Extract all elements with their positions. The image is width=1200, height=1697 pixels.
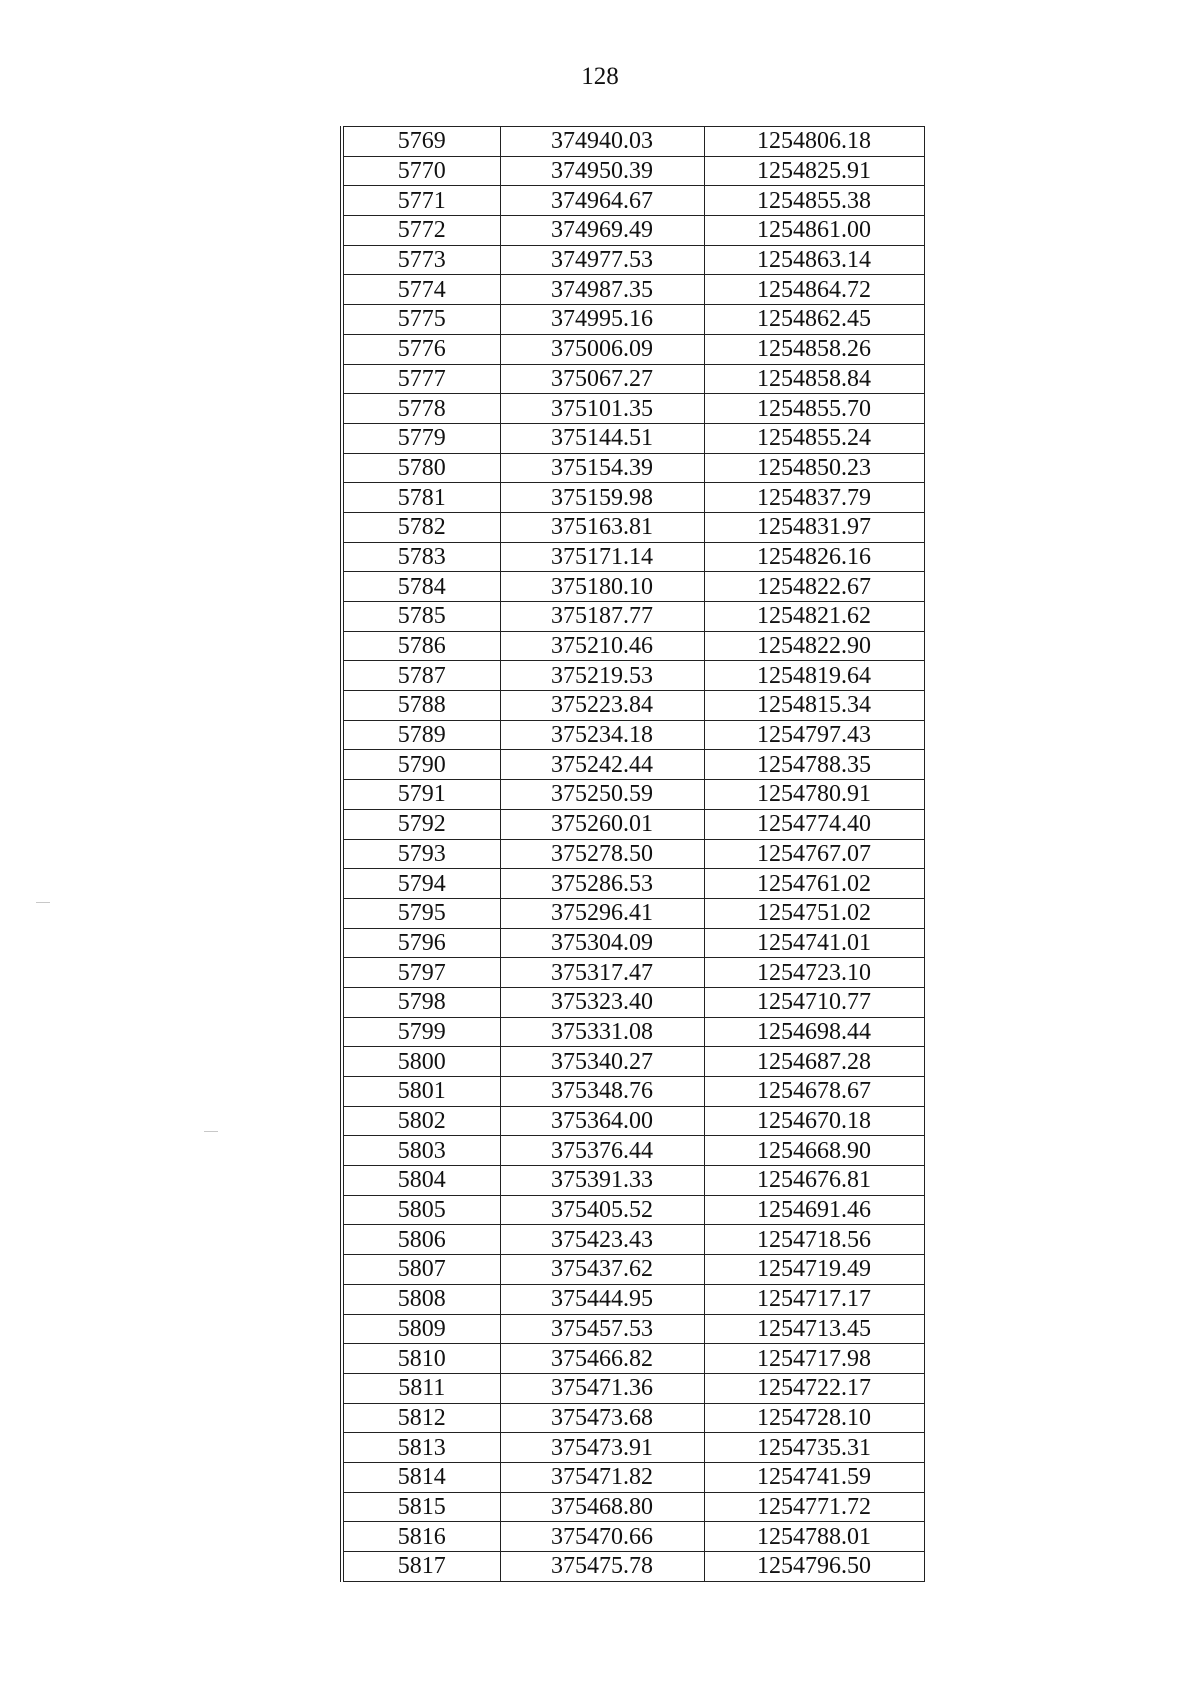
table-row bbox=[342, 334, 924, 364]
x-coordinate-cell: 375144.51 bbox=[500, 423, 704, 453]
y-coordinate-cell: 1254864.72 bbox=[704, 275, 924, 305]
y-coordinate-cell: 1254826.16 bbox=[704, 542, 924, 572]
table-row bbox=[342, 453, 924, 483]
point-number-cell: 5817 bbox=[342, 1552, 500, 1582]
point-number-cell: 5791 bbox=[342, 780, 500, 810]
table-row bbox=[342, 1225, 924, 1255]
point-number-cell: 5803 bbox=[342, 1136, 500, 1166]
x-coordinate-cell: 375457.53 bbox=[500, 1314, 704, 1344]
point-number-cell: 5808 bbox=[342, 1284, 500, 1314]
y-coordinate-cell: 1254855.24 bbox=[704, 423, 924, 453]
x-coordinate-cell: 375006.09 bbox=[500, 334, 704, 364]
y-coordinate-cell: 1254822.90 bbox=[704, 631, 924, 661]
table-row bbox=[342, 839, 924, 869]
point-number-cell: 5783 bbox=[342, 542, 500, 572]
x-coordinate-cell: 375154.39 bbox=[500, 453, 704, 483]
point-number-cell: 5801 bbox=[342, 1077, 500, 1107]
y-coordinate-cell: 1254710.77 bbox=[704, 987, 924, 1017]
x-coordinate-cell: 375234.18 bbox=[500, 720, 704, 750]
table-row bbox=[342, 809, 924, 839]
x-coordinate-cell: 374964.67 bbox=[500, 186, 704, 216]
x-coordinate-cell: 375101.35 bbox=[500, 394, 704, 424]
y-coordinate-cell: 1254855.70 bbox=[704, 394, 924, 424]
table-row bbox=[342, 661, 924, 691]
y-coordinate-cell: 1254850.23 bbox=[704, 453, 924, 483]
point-number-cell: 5784 bbox=[342, 572, 500, 602]
table-row bbox=[342, 928, 924, 958]
x-coordinate-cell: 375471.82 bbox=[500, 1462, 704, 1492]
table-row bbox=[342, 869, 924, 899]
point-number-cell: 5802 bbox=[342, 1106, 500, 1136]
margin-mark bbox=[36, 902, 50, 903]
x-coordinate-cell: 375286.53 bbox=[500, 869, 704, 899]
table-row bbox=[342, 127, 924, 157]
point-number-cell: 5769 bbox=[342, 127, 500, 157]
y-coordinate-cell: 1254717.17 bbox=[704, 1284, 924, 1314]
x-coordinate-cell: 375466.82 bbox=[500, 1344, 704, 1374]
x-coordinate-cell: 375423.43 bbox=[500, 1225, 704, 1255]
point-number-cell: 5814 bbox=[342, 1462, 500, 1492]
table-row bbox=[342, 691, 924, 721]
table-row bbox=[342, 186, 924, 216]
table-row bbox=[342, 512, 924, 542]
x-coordinate-cell: 374995.16 bbox=[500, 305, 704, 335]
point-number-cell: 5797 bbox=[342, 958, 500, 988]
x-coordinate-cell: 375323.40 bbox=[500, 987, 704, 1017]
margin-mark bbox=[204, 1131, 218, 1132]
table-row bbox=[342, 275, 924, 305]
point-number-cell: 5815 bbox=[342, 1492, 500, 1522]
point-number-cell: 5800 bbox=[342, 1047, 500, 1077]
x-coordinate-cell: 375067.27 bbox=[500, 364, 704, 394]
x-coordinate-cell: 375391.33 bbox=[500, 1166, 704, 1196]
point-number-cell: 5775 bbox=[342, 305, 500, 335]
table-row bbox=[342, 958, 924, 988]
table-row bbox=[342, 1047, 924, 1077]
table-row bbox=[342, 1373, 924, 1403]
table-row bbox=[342, 1106, 924, 1136]
table-row bbox=[342, 1166, 924, 1196]
x-coordinate-cell: 375242.44 bbox=[500, 750, 704, 780]
table-row bbox=[342, 1403, 924, 1433]
table-row bbox=[342, 1492, 924, 1522]
x-coordinate-cell: 375171.14 bbox=[500, 542, 704, 572]
point-number-cell: 5770 bbox=[342, 156, 500, 186]
page-number: 128 bbox=[581, 63, 619, 90]
y-coordinate-cell: 1254723.10 bbox=[704, 958, 924, 988]
point-number-cell: 5778 bbox=[342, 394, 500, 424]
y-coordinate-cell: 1254741.59 bbox=[704, 1462, 924, 1492]
table-row bbox=[342, 1462, 924, 1492]
x-coordinate-cell: 375278.50 bbox=[500, 839, 704, 869]
x-coordinate-cell: 374940.03 bbox=[500, 127, 704, 157]
x-coordinate-cell: 375468.80 bbox=[500, 1492, 704, 1522]
point-number-cell: 5772 bbox=[342, 216, 500, 246]
y-coordinate-cell: 1254698.44 bbox=[704, 1017, 924, 1047]
point-number-cell: 5777 bbox=[342, 364, 500, 394]
x-coordinate-cell: 375163.81 bbox=[500, 512, 704, 542]
point-number-cell: 5805 bbox=[342, 1195, 500, 1225]
x-coordinate-cell: 375405.52 bbox=[500, 1195, 704, 1225]
x-coordinate-cell: 375348.76 bbox=[500, 1077, 704, 1107]
point-number-cell: 5771 bbox=[342, 186, 500, 216]
y-coordinate-cell: 1254780.91 bbox=[704, 780, 924, 810]
point-number-cell: 5776 bbox=[342, 334, 500, 364]
point-number-cell: 5785 bbox=[342, 602, 500, 632]
point-number-cell: 5799 bbox=[342, 1017, 500, 1047]
table-row bbox=[342, 720, 924, 750]
point-number-cell: 5798 bbox=[342, 987, 500, 1017]
point-number-cell: 5796 bbox=[342, 928, 500, 958]
y-coordinate-cell: 1254815.34 bbox=[704, 691, 924, 721]
table-row bbox=[342, 987, 924, 1017]
table-row bbox=[342, 1433, 924, 1463]
point-number-cell: 5782 bbox=[342, 512, 500, 542]
x-coordinate-cell: 375219.53 bbox=[500, 661, 704, 691]
y-coordinate-cell: 1254717.98 bbox=[704, 1344, 924, 1374]
y-coordinate-cell: 1254713.45 bbox=[704, 1314, 924, 1344]
x-coordinate-cell: 375317.47 bbox=[500, 958, 704, 988]
x-coordinate-cell: 375475.78 bbox=[500, 1552, 704, 1582]
table-row bbox=[342, 423, 924, 453]
y-coordinate-cell: 1254831.97 bbox=[704, 512, 924, 542]
x-coordinate-cell: 375437.62 bbox=[500, 1255, 704, 1285]
y-coordinate-cell: 1254855.38 bbox=[704, 186, 924, 216]
point-number-cell: 5780 bbox=[342, 453, 500, 483]
table-row bbox=[342, 305, 924, 335]
point-number-cell: 5811 bbox=[342, 1373, 500, 1403]
table-row bbox=[342, 1255, 924, 1285]
x-coordinate-cell: 375364.00 bbox=[500, 1106, 704, 1136]
x-coordinate-cell: 374969.49 bbox=[500, 216, 704, 246]
point-number-cell: 5804 bbox=[342, 1166, 500, 1196]
point-number-cell: 5813 bbox=[342, 1433, 500, 1463]
y-coordinate-cell: 1254858.26 bbox=[704, 334, 924, 364]
x-coordinate-cell: 375223.84 bbox=[500, 691, 704, 721]
x-coordinate-cell: 375304.09 bbox=[500, 928, 704, 958]
table-row bbox=[342, 1017, 924, 1047]
table-row bbox=[342, 1136, 924, 1166]
point-number-cell: 5795 bbox=[342, 898, 500, 928]
y-coordinate-cell: 1254722.17 bbox=[704, 1373, 924, 1403]
y-coordinate-cell: 1254862.45 bbox=[704, 305, 924, 335]
x-coordinate-cell: 375473.68 bbox=[500, 1403, 704, 1433]
y-coordinate-cell: 1254687.28 bbox=[704, 1047, 924, 1077]
y-coordinate-cell: 1254670.18 bbox=[704, 1106, 924, 1136]
x-coordinate-cell: 375444.95 bbox=[500, 1284, 704, 1314]
x-coordinate-cell: 374987.35 bbox=[500, 275, 704, 305]
y-coordinate-cell: 1254728.10 bbox=[704, 1403, 924, 1433]
point-number-cell: 5789 bbox=[342, 720, 500, 750]
y-coordinate-cell: 1254718.56 bbox=[704, 1225, 924, 1255]
x-coordinate-cell: 375296.41 bbox=[500, 898, 704, 928]
point-number-cell: 5806 bbox=[342, 1225, 500, 1255]
y-coordinate-cell: 1254825.91 bbox=[704, 156, 924, 186]
x-coordinate-cell: 375331.08 bbox=[500, 1017, 704, 1047]
point-number-cell: 5788 bbox=[342, 691, 500, 721]
y-coordinate-cell: 1254819.64 bbox=[704, 661, 924, 691]
x-coordinate-cell: 375159.98 bbox=[500, 483, 704, 513]
x-coordinate-cell: 374950.39 bbox=[500, 156, 704, 186]
point-number-cell: 5793 bbox=[342, 839, 500, 869]
table-row bbox=[342, 245, 924, 275]
y-coordinate-cell: 1254678.67 bbox=[704, 1077, 924, 1107]
y-coordinate-cell: 1254761.02 bbox=[704, 869, 924, 899]
y-coordinate-cell: 1254806.18 bbox=[704, 127, 924, 157]
y-coordinate-cell: 1254719.49 bbox=[704, 1255, 924, 1285]
x-coordinate-cell: 375187.77 bbox=[500, 602, 704, 632]
y-coordinate-cell: 1254741.01 bbox=[704, 928, 924, 958]
y-coordinate-cell: 1254796.50 bbox=[704, 1552, 924, 1582]
x-coordinate-cell: 375260.01 bbox=[500, 809, 704, 839]
table-row bbox=[342, 364, 924, 394]
table-row bbox=[342, 483, 924, 513]
table-row bbox=[342, 602, 924, 632]
point-number-cell: 5792 bbox=[342, 809, 500, 839]
point-number-cell: 5810 bbox=[342, 1344, 500, 1374]
y-coordinate-cell: 1254676.81 bbox=[704, 1166, 924, 1196]
x-coordinate-cell: 374977.53 bbox=[500, 245, 704, 275]
point-number-cell: 5773 bbox=[342, 245, 500, 275]
table-row bbox=[342, 1314, 924, 1344]
point-number-cell: 5774 bbox=[342, 275, 500, 305]
coordinates-table bbox=[340, 126, 925, 1582]
y-coordinate-cell: 1254861.00 bbox=[704, 216, 924, 246]
table-row bbox=[342, 1284, 924, 1314]
table-row bbox=[342, 216, 924, 246]
y-coordinate-cell: 1254837.79 bbox=[704, 483, 924, 513]
y-coordinate-cell: 1254771.72 bbox=[704, 1492, 924, 1522]
point-number-cell: 5794 bbox=[342, 869, 500, 899]
point-number-cell: 5812 bbox=[342, 1403, 500, 1433]
x-coordinate-cell: 375473.91 bbox=[500, 1433, 704, 1463]
x-coordinate-cell: 375471.36 bbox=[500, 1373, 704, 1403]
table-row bbox=[342, 1077, 924, 1107]
table-row bbox=[342, 780, 924, 810]
y-coordinate-cell: 1254691.46 bbox=[704, 1195, 924, 1225]
table-row bbox=[342, 394, 924, 424]
point-number-cell: 5809 bbox=[342, 1314, 500, 1344]
y-coordinate-cell: 1254797.43 bbox=[704, 720, 924, 750]
y-coordinate-cell: 1254863.14 bbox=[704, 245, 924, 275]
table-row bbox=[342, 631, 924, 661]
y-coordinate-cell: 1254821.62 bbox=[704, 602, 924, 632]
table-row bbox=[342, 1344, 924, 1374]
table-row bbox=[342, 1552, 924, 1582]
point-number-cell: 5816 bbox=[342, 1522, 500, 1552]
x-coordinate-cell: 375340.27 bbox=[500, 1047, 704, 1077]
table-row bbox=[342, 572, 924, 602]
table-row bbox=[342, 542, 924, 572]
x-coordinate-cell: 375210.46 bbox=[500, 631, 704, 661]
table-row bbox=[342, 156, 924, 186]
y-coordinate-cell: 1254774.40 bbox=[704, 809, 924, 839]
y-coordinate-cell: 1254735.31 bbox=[704, 1433, 924, 1463]
y-coordinate-cell: 1254668.90 bbox=[704, 1136, 924, 1166]
point-number-cell: 5790 bbox=[342, 750, 500, 780]
y-coordinate-cell: 1254858.84 bbox=[704, 364, 924, 394]
x-coordinate-cell: 375376.44 bbox=[500, 1136, 704, 1166]
point-number-cell: 5786 bbox=[342, 631, 500, 661]
y-coordinate-cell: 1254788.35 bbox=[704, 750, 924, 780]
y-coordinate-cell: 1254751.02 bbox=[704, 898, 924, 928]
x-coordinate-cell: 375250.59 bbox=[500, 780, 704, 810]
x-coordinate-cell: 375180.10 bbox=[500, 572, 704, 602]
point-number-cell: 5779 bbox=[342, 423, 500, 453]
y-coordinate-cell: 1254788.01 bbox=[704, 1522, 924, 1552]
table-row bbox=[342, 898, 924, 928]
coordinates-table-body bbox=[342, 127, 924, 1582]
x-coordinate-cell: 375470.66 bbox=[500, 1522, 704, 1552]
point-number-cell: 5807 bbox=[342, 1255, 500, 1285]
point-number-cell: 5781 bbox=[342, 483, 500, 513]
y-coordinate-cell: 1254822.67 bbox=[704, 572, 924, 602]
table-row bbox=[342, 750, 924, 780]
table-row bbox=[342, 1195, 924, 1225]
point-number-cell: 5787 bbox=[342, 661, 500, 691]
table-row bbox=[342, 1522, 924, 1552]
y-coordinate-cell: 1254767.07 bbox=[704, 839, 924, 869]
